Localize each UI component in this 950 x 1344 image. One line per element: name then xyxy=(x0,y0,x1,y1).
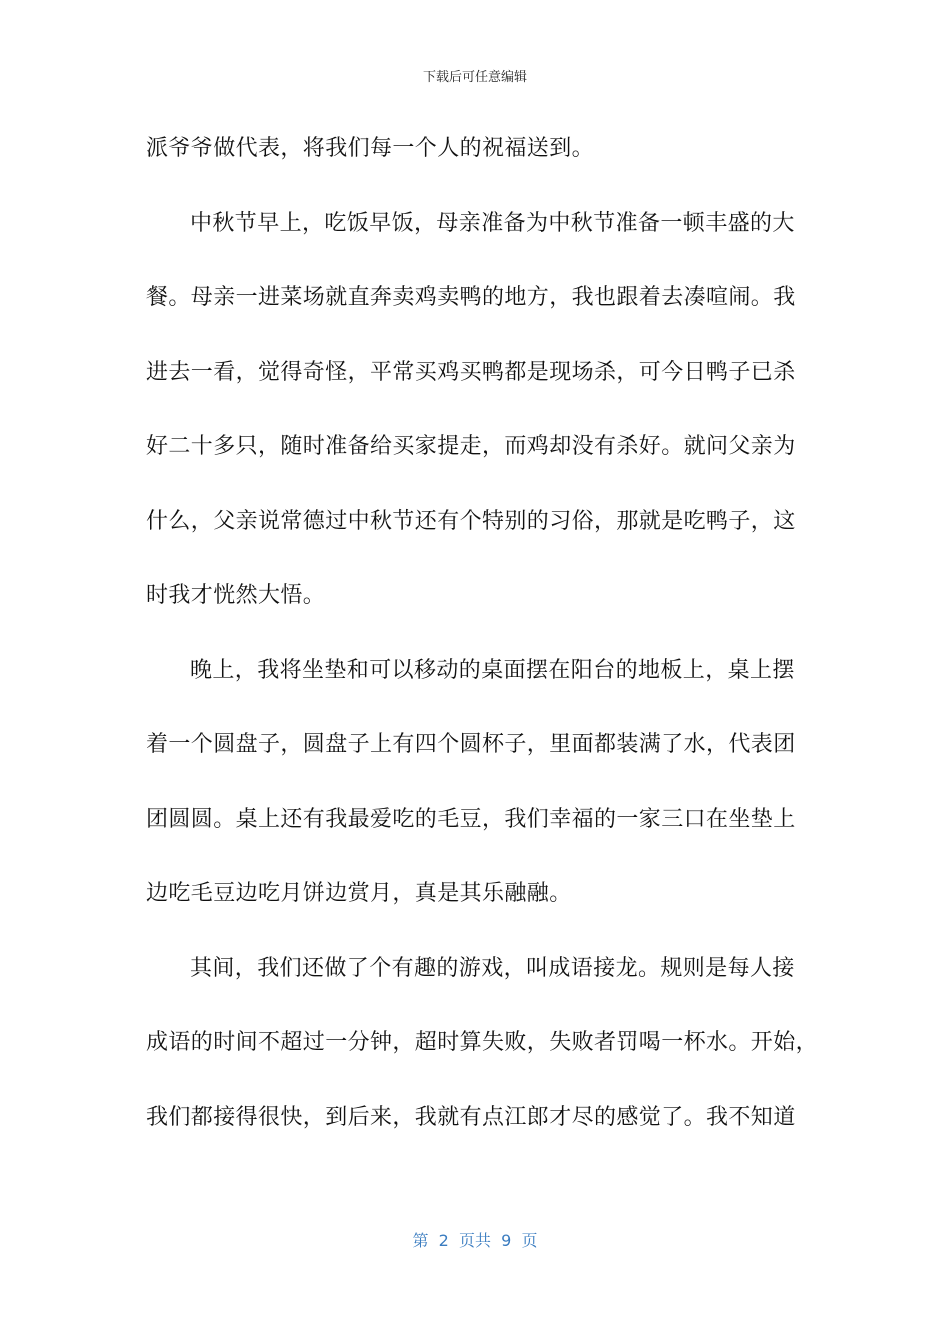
text-line: 时我才恍然大悟。 xyxy=(146,583,326,608)
document-body xyxy=(146,112,819,1155)
text-line: 进去一看，觉得奇怪，平常买鸡买鸭都是现场杀，可今日鸭子已杀 xyxy=(146,359,796,385)
text-line: 什么，父亲说常德过中秋节还有个特别的习俗，那就是吃鸭子，这 xyxy=(146,508,796,534)
page-number-footer: 第 2 页共 9 页 xyxy=(412,1231,538,1250)
text-line: 派爷爷做代表，将我们每一个人的祝福送到。 xyxy=(146,136,595,161)
text-line: 着一个圆盘子，圆盘子上有四个圆杯子，里面都装满了水，代表团 xyxy=(146,732,796,757)
text-line: 边吃毛豆边吃月饼边赏月，真是其乐融融。 xyxy=(146,881,572,906)
paragraph-first-line: 其间，我们还做了个有趣的游戏，叫成语接龙。规则是每人接 xyxy=(190,955,795,981)
text-line: 好二十多只，随时准备给买家提走，而鸡却没有杀好。就问父亲为 xyxy=(146,434,796,459)
paragraph-first-line: 晚上，我将坐垫和可以移动的桌面摆在阳台的地板上，桌上摆 xyxy=(190,657,795,683)
text-line: 我们都接得很快，到后来，我就有点江郎才尽的感觉了。我不知道 xyxy=(146,1104,796,1130)
paragraph-first-line: 中秋节早上，吃饭早饭，母亲准备为中秋节准备一顿丰盛的大 xyxy=(190,210,795,236)
page-header-note: 下载后可任意编辑 xyxy=(422,70,527,85)
text-line: 成语的时间不超过一分钟，超时算失败，失败者罚喝一杯水。开始， xyxy=(146,1030,819,1055)
text-line: 餐。母亲一进菜场就直奔卖鸡卖鸭的地方，我也跟着去凑喧闹。我 xyxy=(146,285,796,310)
text-line: 团圆圆。桌上还有我最爱吃的毛豆，我们幸福的一家三口在坐垫上 xyxy=(146,806,796,832)
